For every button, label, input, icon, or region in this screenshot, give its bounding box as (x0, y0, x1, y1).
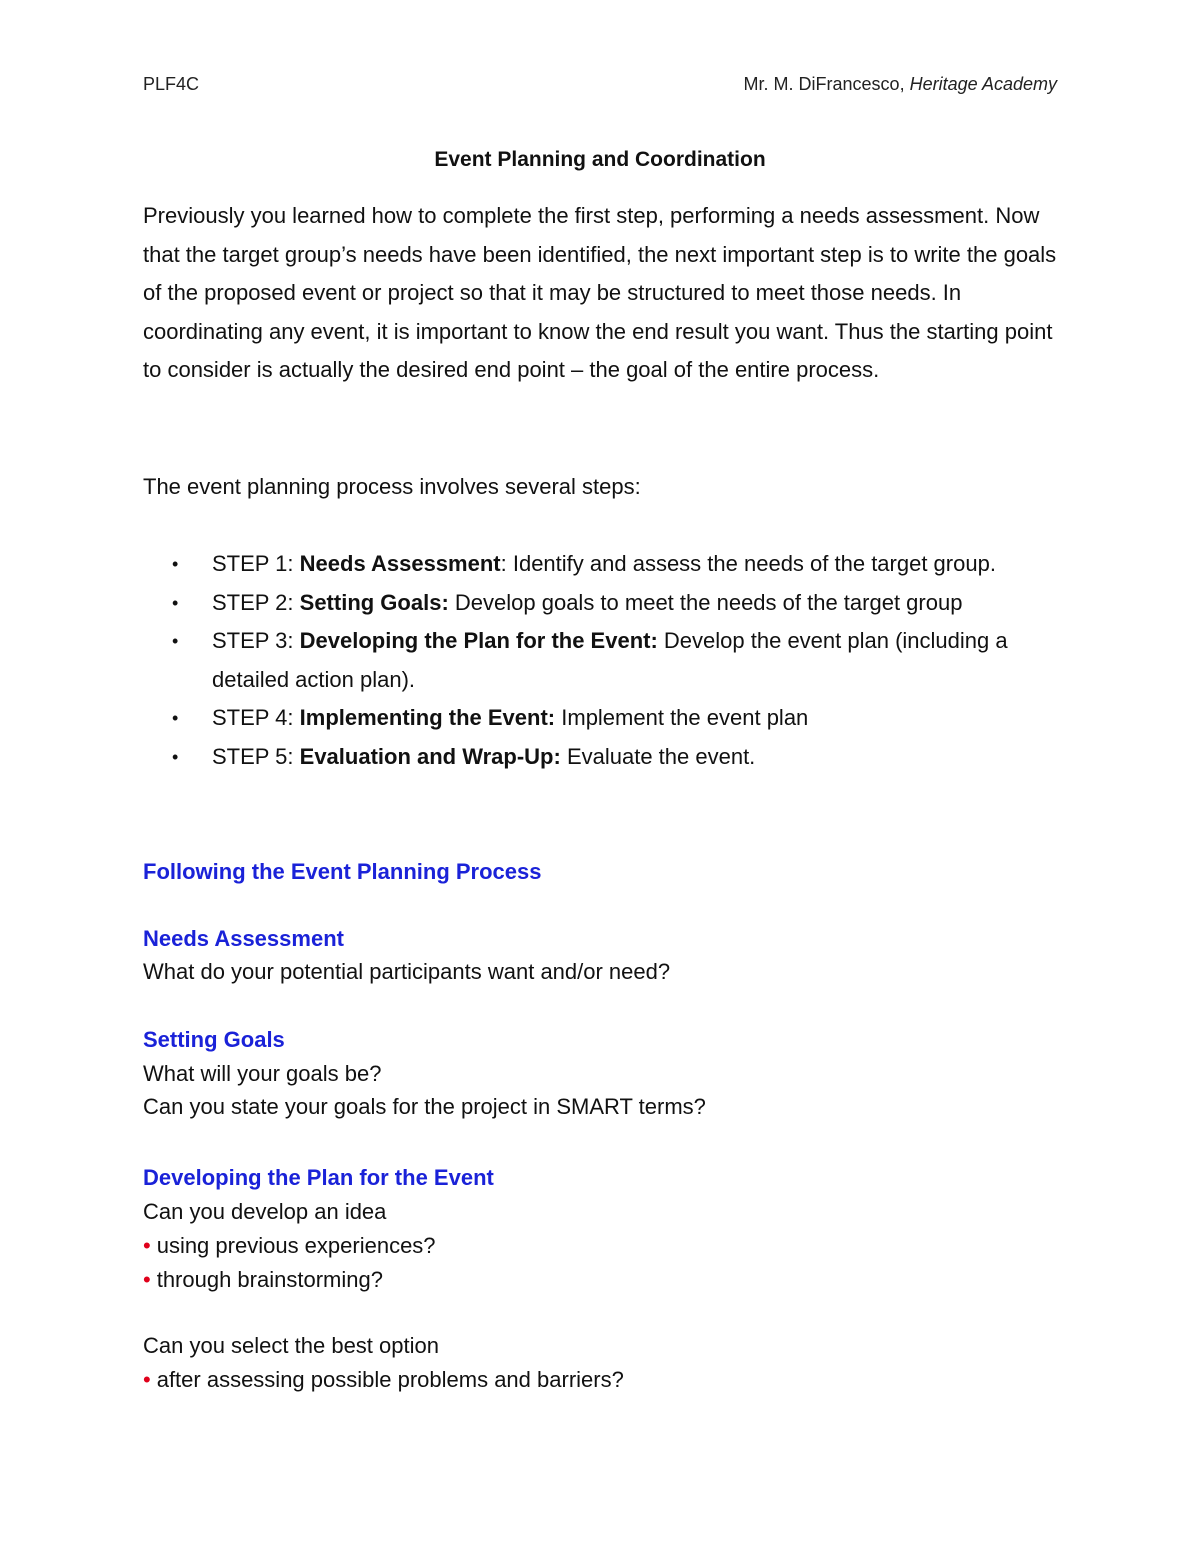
needs-heading: Needs Assessment (143, 926, 344, 951)
step-num: STEP 3: (212, 628, 300, 653)
bullet-icon: • (172, 708, 179, 728)
step-title: Developing the Plan for the Event: (299, 628, 658, 653)
header-author (744, 74, 1057, 95)
red-bullet-icon: • (143, 1267, 151, 1292)
step-num: STEP 4: (212, 705, 300, 730)
step-desc: Develop goals to meet the needs of the target group (454, 589, 963, 615)
plan-bullet-item (143, 1267, 383, 1293)
step-sep: : (500, 551, 513, 576)
step-title: Needs Assessment (299, 551, 501, 576)
steps-list (172, 545, 1062, 776)
bullet-icon: • (172, 592, 179, 613)
process-heading: Following the Event Planning Process (143, 859, 542, 884)
plan-bullet-text: using previous experiences? (156, 1233, 436, 1258)
step-title: Evaluation and Wrap-Up: (299, 743, 561, 769)
step-title: Implementing the Event: (299, 705, 556, 730)
plan-bullet-item (143, 1367, 624, 1393)
step-desc: Implement the event plan (561, 705, 809, 730)
red-bullet-icon: • (143, 1233, 151, 1258)
plan-question-1: Can you develop an idea (143, 1199, 387, 1224)
bullet-icon: • (172, 631, 179, 651)
bullet-icon: • (172, 746, 179, 767)
step-item (172, 699, 1062, 738)
step-title: Setting Goals: (299, 589, 449, 615)
step-num: STEP 1: (212, 551, 300, 576)
step-item (172, 545, 1062, 584)
plan-bullet-item (143, 1233, 436, 1259)
step-item (172, 622, 1062, 699)
intro-paragraph: Previously you learned how to complete the first step, performing a needs assessment. Now that the target group’s needs have been identified, the next important step is to write the goals of the proposed event or project so that it may be structured to meet those needs. In coordinating any event, it is important to know the end result you want. Thus the starting point to consider is actually the desired end point – the goal of the entire process. (143, 203, 1057, 382)
header-teacher: Mr. M. DiFrancesco, (743, 74, 905, 94)
step-item (172, 738, 1062, 777)
red-bullet-icon: • (143, 1367, 151, 1392)
steps-intro: The event planning process involves several steps: (143, 474, 641, 499)
step-num: STEP 5: (212, 743, 300, 769)
goals-heading: Setting Goals (143, 1027, 285, 1052)
header-course: PLF4C (143, 74, 200, 94)
step-desc: Identify and assess the needs of the target group. (512, 551, 996, 576)
plan-bullet-text: through brainstorming? (156, 1267, 383, 1292)
plan-heading: Developing the Plan for the Event (143, 1165, 494, 1190)
goals-question-1: What will your goals be? (143, 1061, 382, 1086)
plan-question-2: Can you select the best option (143, 1333, 439, 1358)
step-desc: Develop the event plan (including a detailed action plan). (212, 628, 1008, 692)
step-num: STEP 2: (212, 589, 300, 615)
goals-question-2: Can you state your goals for the project in SMART terms? (143, 1094, 706, 1119)
plan-bullet-text: after assessing possible problems and barriers? (156, 1367, 624, 1392)
step-item (172, 584, 1062, 623)
step-desc: Evaluate the event. (566, 743, 756, 769)
header-school: Heritage Academy (909, 74, 1057, 94)
needs-question: What do your potential participants want and/or need? (143, 959, 671, 984)
page-title: Event Planning and Coordination (434, 148, 766, 171)
bullet-icon: • (172, 554, 179, 574)
